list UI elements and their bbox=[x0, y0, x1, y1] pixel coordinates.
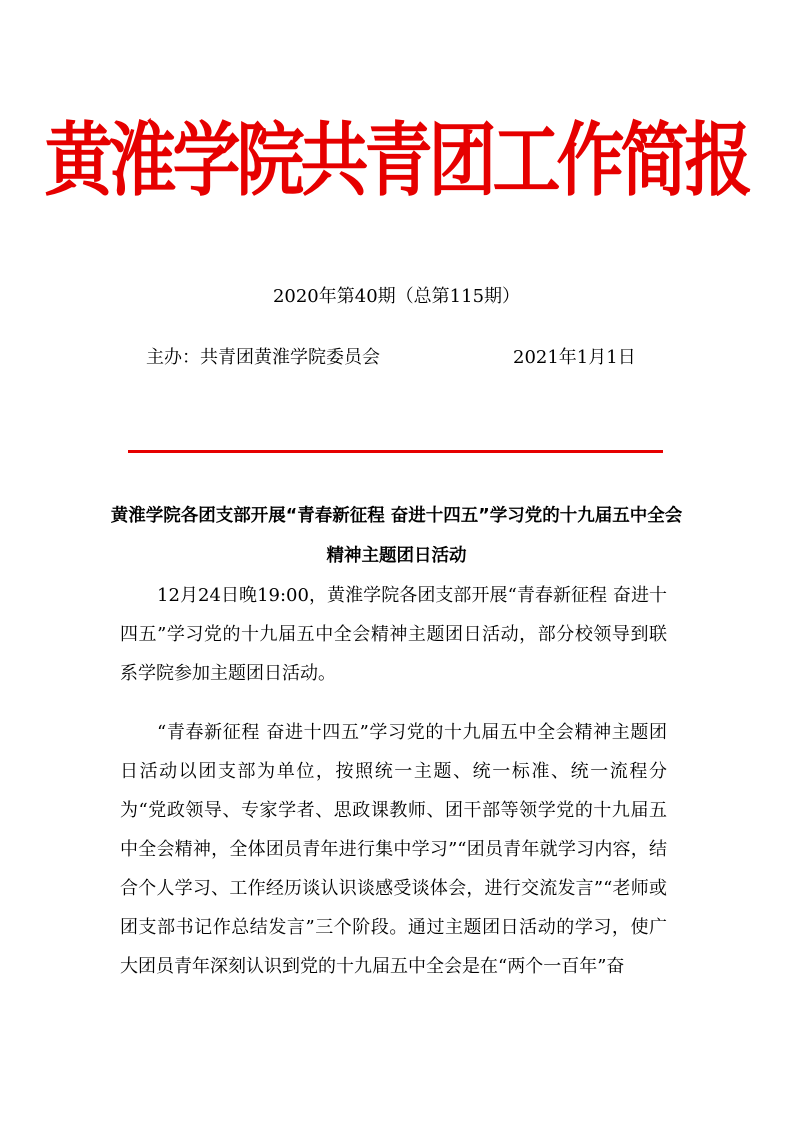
article-headline: 黄淮学院各团支部开展“青春新征程 奋进十四五”学习党的十九届五中全会精神主题团日活动 bbox=[110, 506, 683, 566]
issue-number: 2020年第40期（总第115期） bbox=[272, 286, 521, 307]
masthead-title: 黄淮学院共青团工作简报 bbox=[44, 113, 749, 209]
sponsor-line: 主办：共青团黄淮学院委员会 bbox=[146, 347, 380, 368]
article-paragraph-1: 12月24日晚19:00，黄淮学院各团支部开展“青春新征程 奋进十四五”学习党的十九届五中全会精神主题团日活动，部分校领导到联系学院参加主题团日活动。 bbox=[120, 585, 667, 684]
article-paragraph-2: “青春新征程 奋进十四五”学习党的十九届五中全会精神主题团日活动以团支部为单位，按照统一主题、统一标准、统一流程分为“党政领导、专家学者、思政课教师、团干部等领学党的十九届五中全会精神，全体团员青年进行集中学习”“团员青年就学习内容，结合个人学习、工作经历谈认识谈感受谈体会，进行交流发言”“老师或团支部书记作总结发言”三个阶段。通过主题团日活动的学习，使广大团员青年深刻认识到党的十九届五中全会是在“两个一百年”奋 bbox=[120, 722, 667, 977]
red-divider bbox=[128, 450, 663, 453]
publish-date: 2021年1月1日 bbox=[513, 347, 636, 368]
